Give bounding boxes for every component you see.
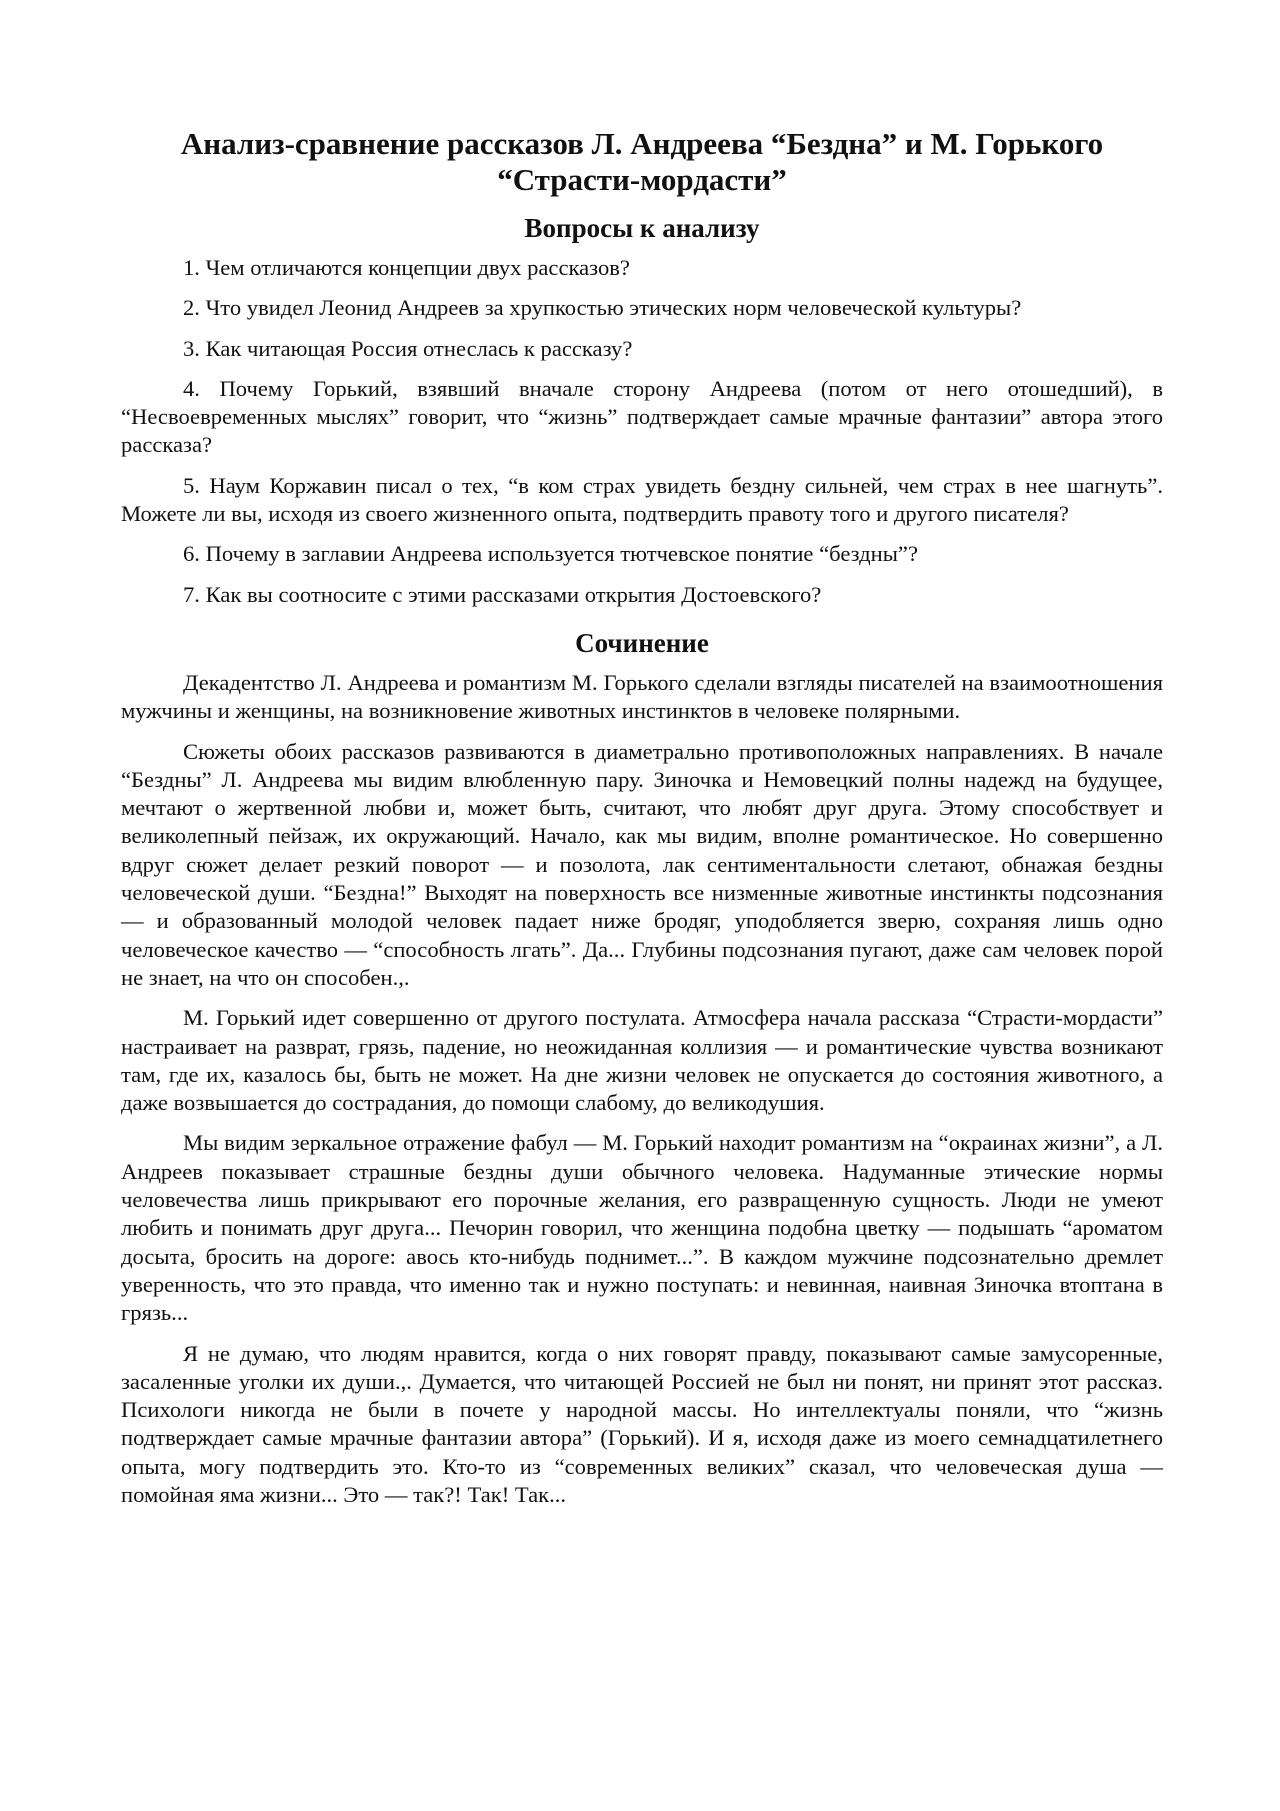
essay-paragraph: Мы видим зеркальное отражение фабул — М. Горький находит романтизм на “окраинах жизни”, а Л. Андреев показывает страшные бездны души обычного человека. Надуманные этические нормы человечества лишь прикрывают его порочные желания, его развращенную сущность. Люди не умеют любить и понимать друг друга... Печорин говорил, что женщина подобна цветку — подышать “ароматом досыта, бросить на дороге: авось кто-нибудь поднимет...”. В каждом мужчине подсознательно дремлет уверенность, что это правда, что именно так и нужно поступать: и невинная, наивная Зиночка втоптана в грязь... [121,1130,1163,1326]
essay-paragraph: Я не думаю, что людям нравится, когда о них говорят правду, показывают самые замусоренные, засаленные уголки их души.,. Думается, что читающей Россией не был ни понят, ни принят этот рассказ. Психологи никогда не были в почете у народной массы. Но интеллектуалы поняли, что “жизнь подтверждает самые мрачные фантазии автора” (Горький). И я, исходя даже из моего семнадцатилетнего опыта, могу подтвердить это. Кто-то из “современных великих” сказал, что человеческая душа — помойная яма жизни... Это — так?! Так! Так... [121,1340,1163,1507]
document-page [121,118,1163,1521]
questions-list [121,254,1163,609]
essay-paragraph: М. Горький идет совершенно от другого постулата. Атмосфера начала рассказа “Страсти-мордасти” настраивает на разврат, грязь, падение, но неожиданная коллизия — и романтические чувства возникают там, где их, казалось бы, быть не может. На дне жизни человек не опускается до состояния животного, а даже возвышается до сострадания, до помощи слабому, до великодушия. [121,1005,1163,1116]
question-item: 4. Почему Горький, взявший вначале сторону Андреева (потом от него отошедший), в “Несвоевременных мыслях” говорит, что “жизнь” подтверждает самые мрачные фантазии” автора этого рассказа? [121,375,1163,458]
essay-paragraph: Сюжеты обоих рассказов развиваются в диаметрально противоположных направлениях. В начале “Бездны” Л. Андреева мы видим влюбленную пару. Зиночка и Немовецкий полны надежд на будущее, мечтают о жертвенной любви и, может быть, считают, что любят друг друга. Этому способствует и великолепный пейзаж, их окружающий. Начало, как мы видим, вполне романтическое. Но совершенно вдруг сюжет делает резкий поворот — и позолота, лак сентиментальности слетают, обнажая бездны человеческой души. “Бездна!” Выходят на поверхность все низменные животные инстинкты подсознания — и образованный молодой человек падает ниже бродяг, уподобляется зверю, сохраняя лишь одно человеческое качество — “способность лгать”. Да... Глубины подсознания пугают, даже сам человек порой не знает, на что он способен.,. [121,738,1163,990]
essay-heading: Сочинение [575,627,709,658]
question-item: 2. Что увидел Леонид Андреев за хрупкостью этических норм человеческой культуры? [183,295,1022,321]
essay-paragraph: Декадентство Л. Андреева и романтизм М. Горького сделали взгляды писателей на взаимоотношения мужчины и женщины, на возникновение животных инстинктов в человеке полярными. [121,669,1163,724]
question-item: 3. Как читающая Россия отнеслась к рассказу? [183,335,633,361]
questions-heading: Вопросы к анализу [524,213,760,243]
essay-body [121,669,1163,1509]
question-item: 6. Почему в заглавии Андреева используется тютчевское понятие “бездны”? [183,541,918,567]
question-item: 7. Как вы соотносите с этими рассказами открытия Достоевского? [183,581,822,607]
document-title: Анализ-сравнение рассказов Л. Андреева “Бездна” и М. Горького “Страсти-мордасти” [180,126,1104,197]
question-item: 1. Чем отличаются концепции двух рассказов? [183,255,630,280]
question-item: 5. Наум Коржавин писал о тех, “в ком страх увидеть бездну сильней, чем страх в нее шагнуть”. Можете ли вы, исходя из своего жизненного опыта, подтвердить правоту того и другого писателя? [121,472,1163,527]
